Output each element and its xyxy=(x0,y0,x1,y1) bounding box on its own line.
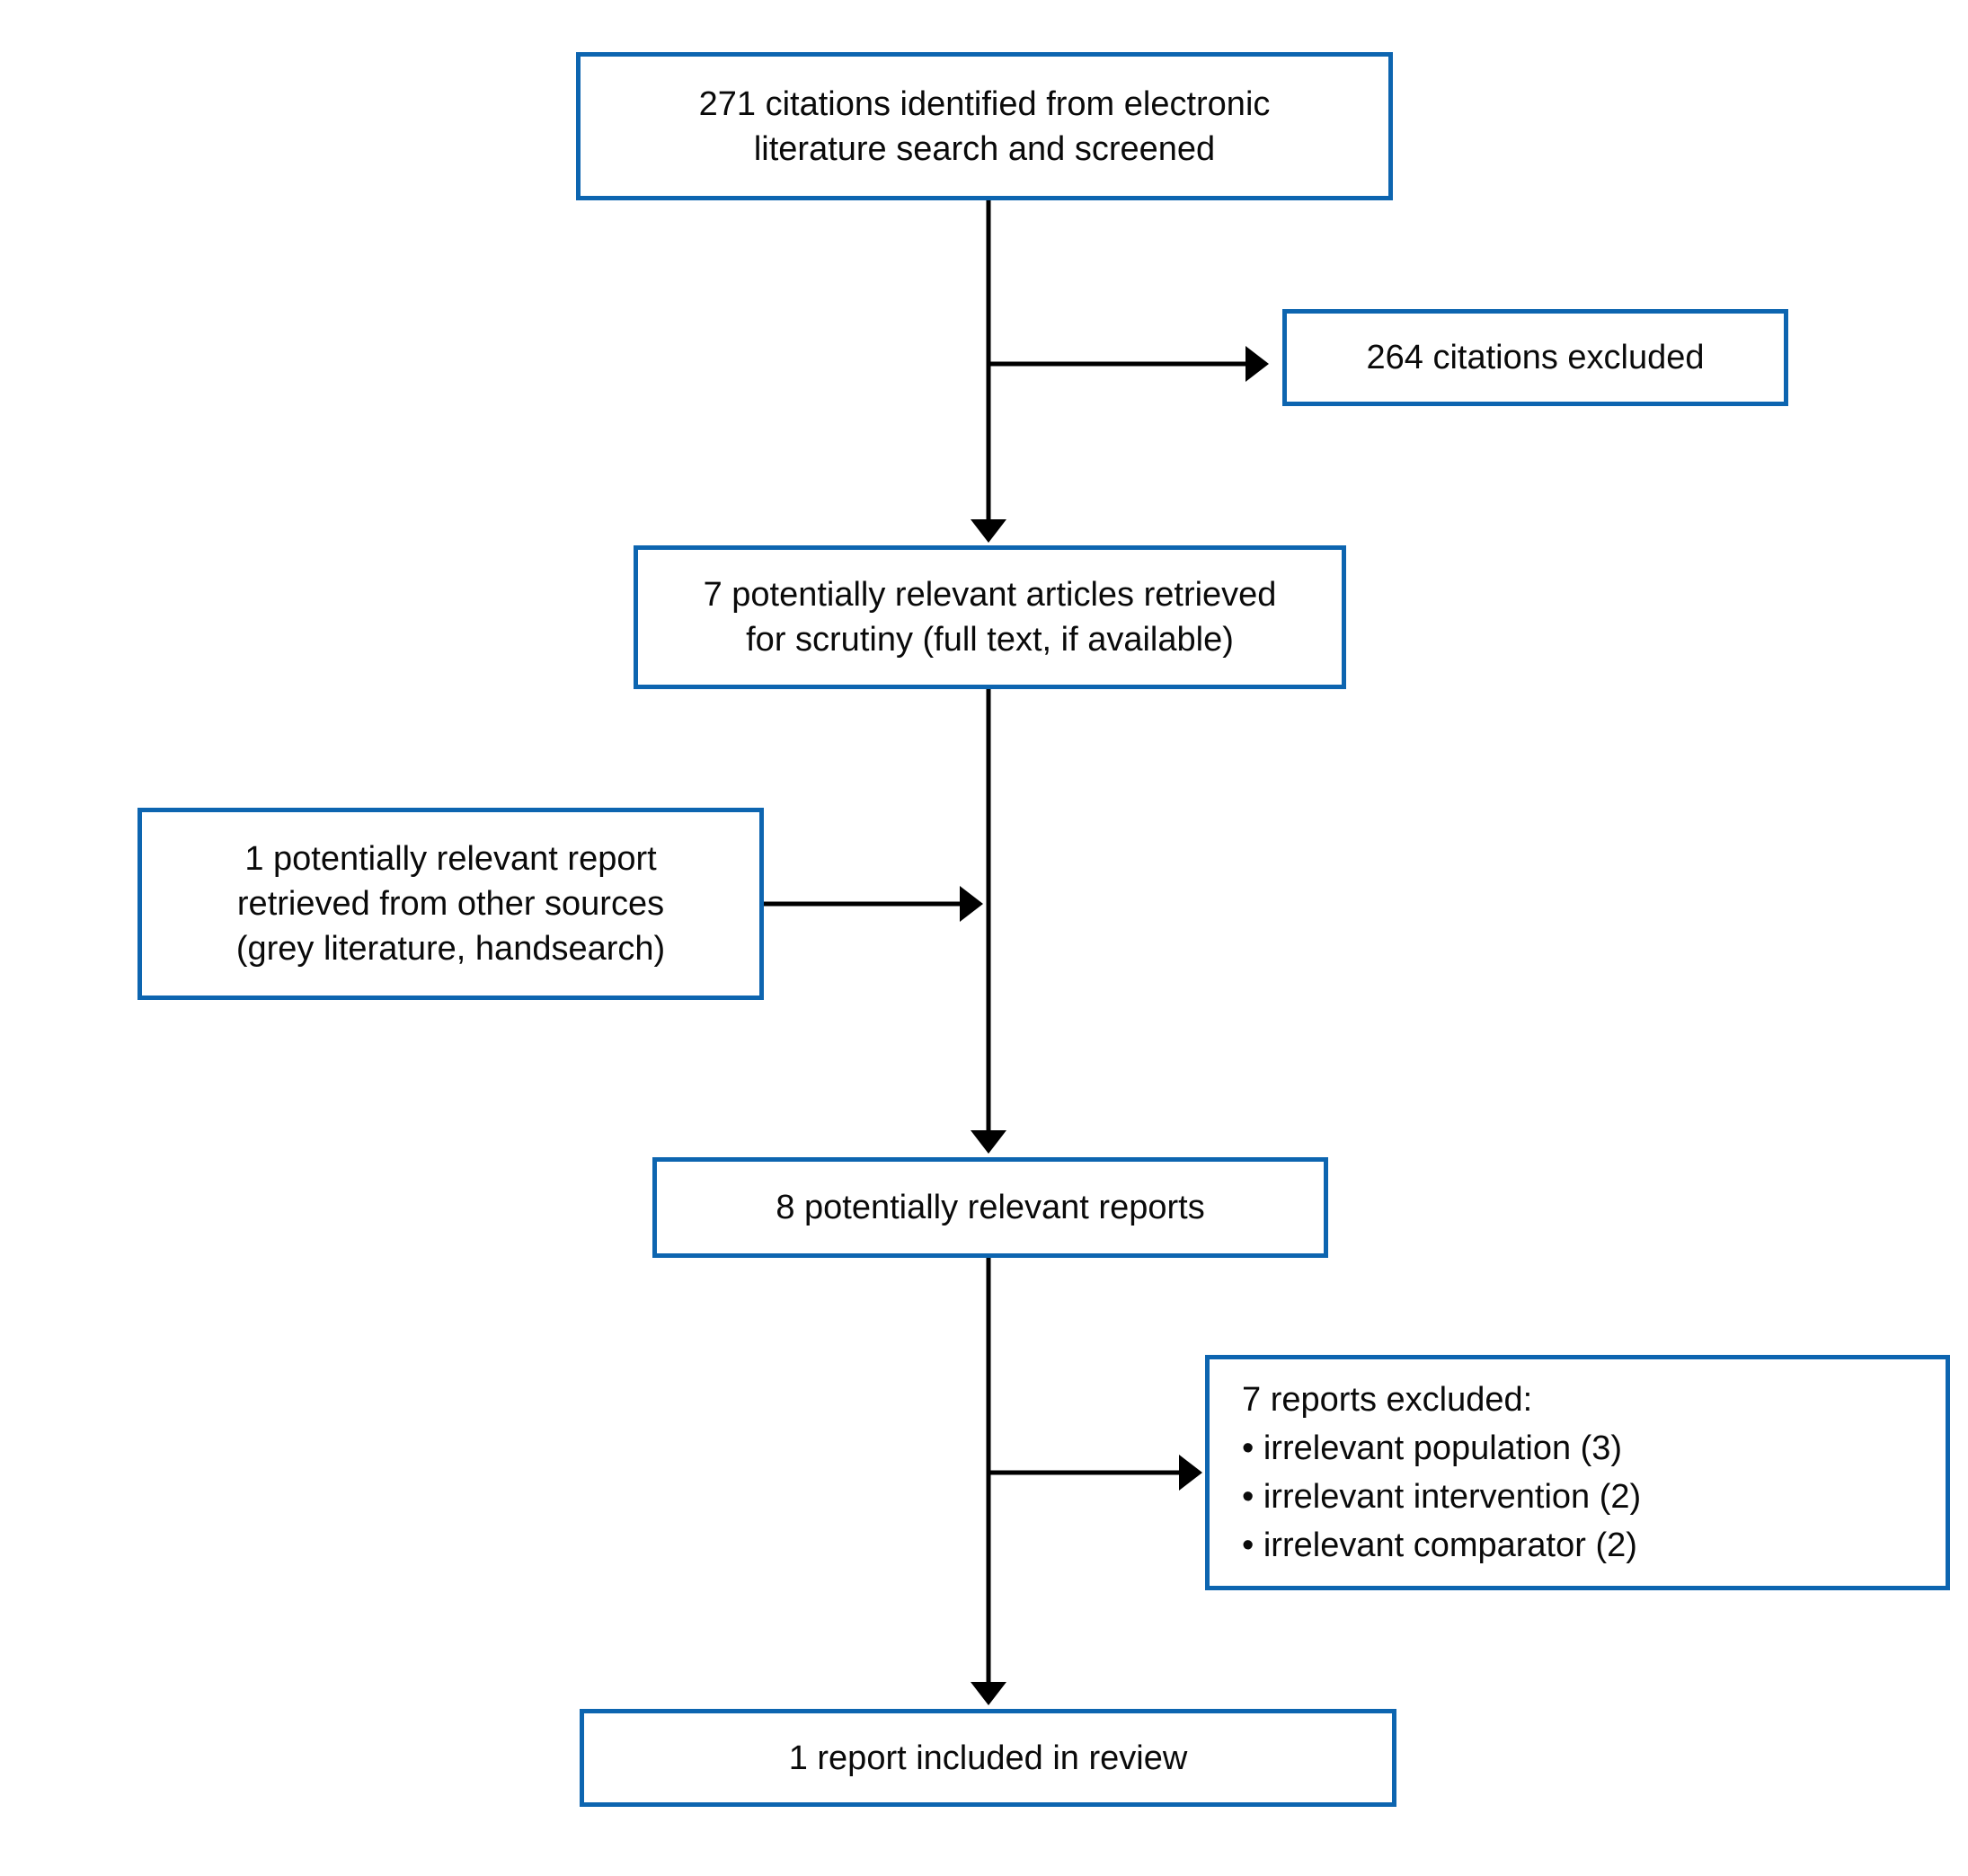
box-text-line: 271 citations identified from electronic xyxy=(698,84,1271,123)
arrow-identified-to-citations-excluded xyxy=(988,346,1269,382)
arrow-combined-to-reports-excluded xyxy=(988,1455,1202,1491)
arrow-other-sources-to-combined xyxy=(764,886,983,922)
box-bullet-line: • irrelevant comparator (2) xyxy=(1242,1526,1637,1564)
box-text-line: 1 potentially relevant report xyxy=(244,840,657,878)
box-text-line: 264 citations excluded xyxy=(1366,339,1705,376)
arrow-retrieved-to-combined xyxy=(971,689,1006,1154)
flow-box-articles-retrieved xyxy=(634,545,1346,689)
box-text-line: 8 potentially relevant reports xyxy=(776,1189,1205,1226)
box-text-line: 7 potentially relevant articles retrieved xyxy=(703,576,1277,614)
flow-box-reports-excluded xyxy=(1205,1355,1950,1590)
flow-box-included-in-review xyxy=(580,1709,1396,1807)
arrow-combined-to-included xyxy=(971,1258,1006,1705)
box-text-line: literature search and screened xyxy=(753,129,1216,168)
flow-box-other-sources xyxy=(137,808,764,1000)
box-text-line: 1 report included in review xyxy=(788,1739,1188,1777)
flow-box-combined-reports xyxy=(652,1157,1328,1258)
box-text-line: for scrutiny (full text, if available) xyxy=(746,621,1234,659)
arrow-identified-to-retrieved xyxy=(971,200,1006,543)
box-text-line: 7 reports excluded: xyxy=(1242,1381,1533,1419)
flow-box-citations-excluded xyxy=(1282,309,1788,406)
flow-box-citations-identified xyxy=(576,52,1393,200)
box-text-line: retrieved from other sources xyxy=(236,885,665,923)
box-bullet-line: • irrelevant intervention (2) xyxy=(1242,1478,1642,1516)
box-text-line: (grey literature, handsearch) xyxy=(235,930,666,968)
box-bullet-line: • irrelevant population (3) xyxy=(1242,1429,1623,1467)
